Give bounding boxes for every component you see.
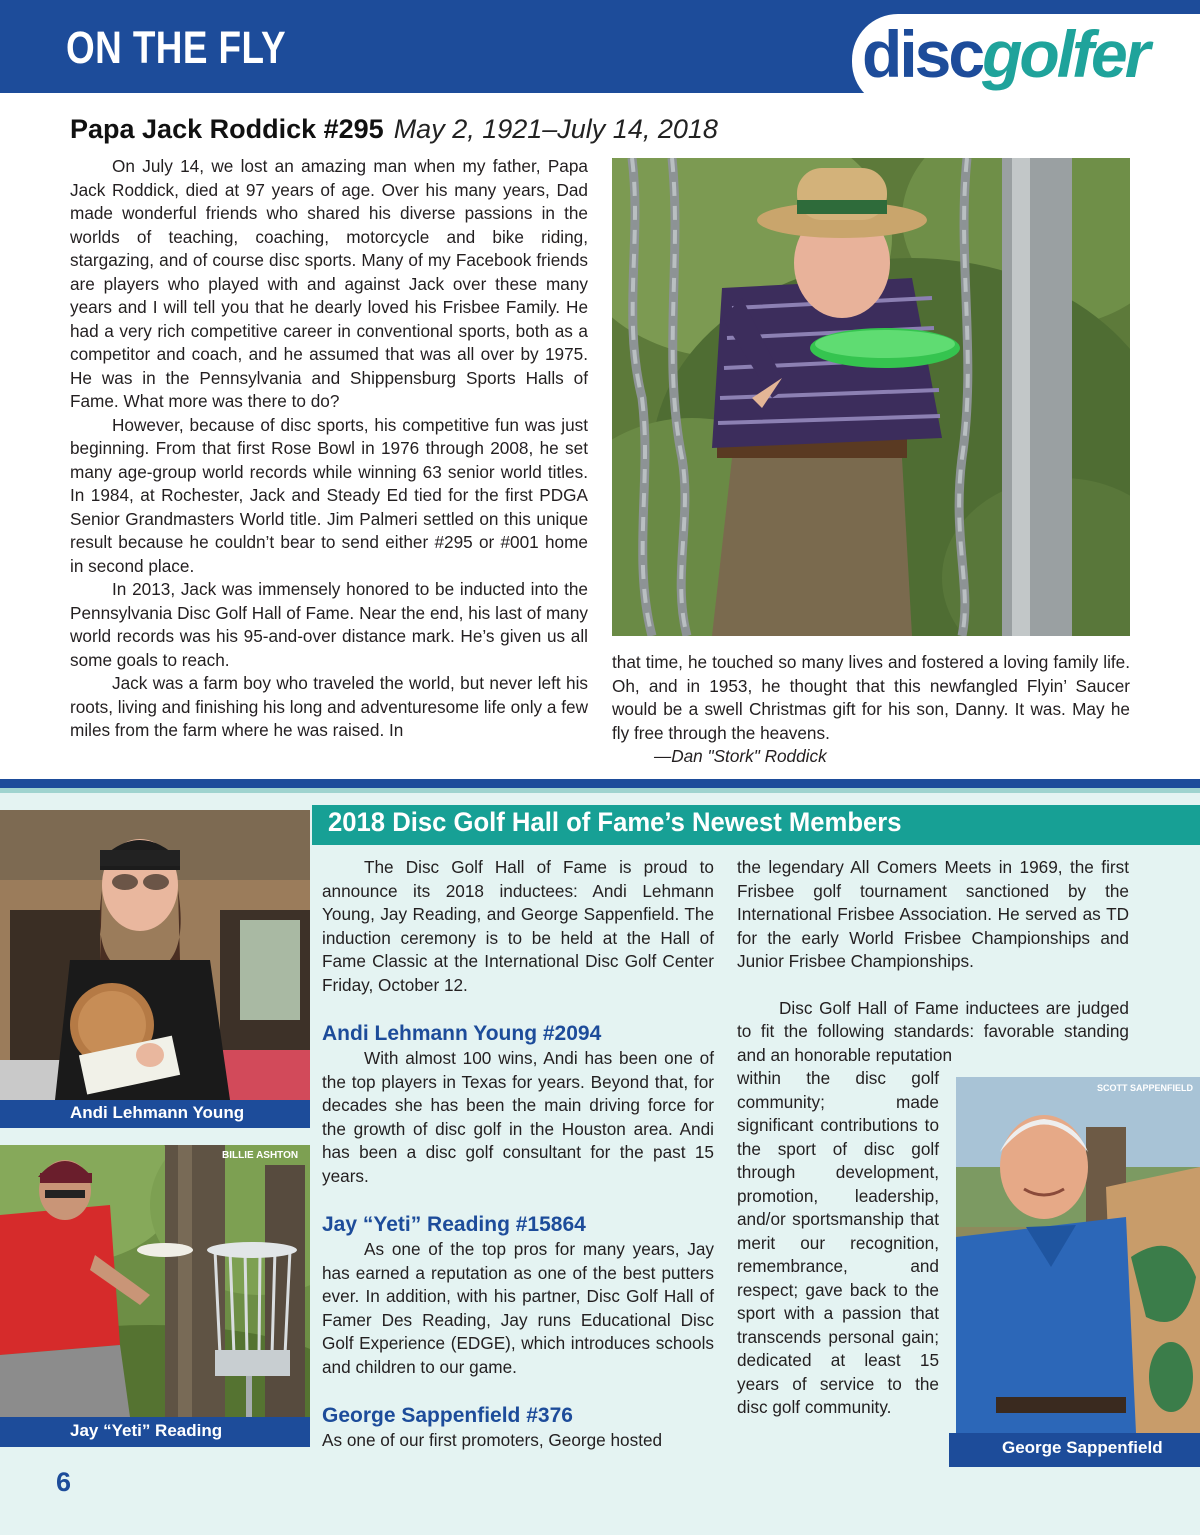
subhead-jay: Jay “Yeti” Reading #15864 — [322, 1213, 586, 1236]
text-george-continued: the legendary All Comers Meets in 1969, the first Frisbee golf tournament sanctioned by the International Frisbee Association. He served as TD for the early World Frisbee Championships and Junior Frisbee Championships. — [737, 857, 1129, 971]
article-dates: May 2, 1921–July 14, 2018 — [393, 114, 718, 144]
photo-credit-george: SCOTT SAPPENFIELD — [1097, 1083, 1194, 1093]
article-column-1 — [70, 155, 588, 743]
text-standards: Disc Golf Hall of Fame inductees are judged to fit the following standards: favorable standing and an honorable reputation — [737, 997, 1129, 1065]
article-column-2 — [612, 651, 1130, 769]
hof-title: 2018 Disc Golf Hall of Fame’s Newest Members — [328, 807, 902, 837]
article-paragraph: On July 14, we lost an amazing man when my father, Papa Jack Roddick, died at 97 years of age. Over his many years, Dad made wonderful friends who shared his diverse passions in the worlds of teaching, coaching, motorcycle and bike riding, stargazing, and of course disc sports. Many of my Facebook friends are players who played with and against Jack over these many years and I will tell you that he dearly loved his Frisbee Family. He had a very rich competitive career in conventional sports, both as a competitor and coach, and he assumed that was all over by 1975. He was in the Pennsylvania and Shippensburg Sports Halls of Fame. What more was there to do? — [70, 156, 588, 411]
article-paragraph: that time, he touched so many lives and fostered a loving family life. Oh, and in 1953, he thought that this newfangled Flyin’ Saucer would be a swell Christmas gift for his son, Danny. It was. May he fly free through the heavens. — [612, 652, 1130, 743]
section-divider — [0, 779, 1200, 788]
article-paragraph: In 2013, Jack was immensely honored to be inducted into the Pennsylvania Disc Golf Hall of Fame. Near the end, his last of many world records was his 95-and-over distance mark. He’s given us all some goals to reach. — [70, 579, 588, 670]
hof-column-1 — [322, 856, 714, 1453]
article-paragraph: However, because of disc sports, his competitive fun was just beginning. From that first Rose Bowl in 1976 through 2008, he set many age-group world records while winning 63 senior world titles. In 1984, at Rochester, Jack and Steady Ed tied for the first PDGA Senior Grandmasters World title. Jim Palmeri settled on this unique result because he couldn’t bear to send either #295 or #001 home in second place. — [70, 414, 588, 576]
article-byline: —Dan "Stork" Roddick — [654, 746, 827, 766]
page-number: 6 — [56, 1467, 72, 1497]
andi-lehmann-young-photo — [0, 810, 310, 1100]
spacer — [737, 974, 1129, 997]
spacer — [322, 997, 714, 1021]
george-sappenfield-photo — [956, 1077, 1200, 1433]
subhead-george: George Sappenfield #376 — [322, 1404, 573, 1427]
subhead-andi: Andi Lehmann Young #2094 — [322, 1022, 602, 1045]
discgolfer-logo — [862, 16, 1147, 92]
text-standards-continued: within the disc golf community; made significant contributions to the sport of disc golf through development, promotion, leadership, and/or sportsmanship that merit our recognition, remembrance, and respect; gave back to the sport with a passion that transcends personal gain; dedicated at least 15 years of service to the disc golf community. — [737, 1068, 939, 1417]
photo-credit-jay: BILLIE ASHTON — [222, 1150, 299, 1161]
spacer — [322, 1188, 714, 1212]
text-george: As one of our first promoters, George hosted — [322, 1430, 663, 1450]
spacer — [322, 1379, 714, 1403]
logo-text-disc: disc — [862, 17, 983, 91]
text-andi: With almost 100 wins, Andi has been one of the top players in Texas for years. Beyond that, for decades she has been the main driving force for the growth of disc golf in the Houston area. Andi has been a disc golf consultant for the past 15 years. — [322, 1048, 714, 1186]
jay-reading-photo — [0, 1145, 310, 1417]
caption-andi: Andi Lehmann Young — [70, 1103, 245, 1122]
logo-text-golfer: golfer — [982, 17, 1148, 91]
text-jay: As one of the top pros for many years, Jay has earned a reputation as one of the best putters ever. In addition, with his partner, Disc Golf Hall of Famer Des Reading, Jay runs Educational Disc Golf Experience (EDGE), which introduces schools and children to our game. — [322, 1239, 714, 1377]
caption-jay: Jay “Yeti” Reading — [70, 1421, 223, 1440]
caption-george: George Sappenfield — [1002, 1438, 1163, 1457]
article-paragraph: Jack was a farm boy who traveled the world, but never left his roots, living and finishing his long and adventuresome life only a few miles from the farm where he was raised. In — [70, 673, 588, 740]
jack-roddick-photo — [612, 158, 1130, 636]
section-title: ON THE FLY — [66, 22, 287, 73]
article-title-name: Papa Jack Roddick #295 — [70, 114, 384, 144]
hof-intro: The Disc Golf Hall of Fame is proud to announce its 2018 inductees: Andi Lehmann Young, Jay Reading, and George Sappenfield. The induction ceremony is to be held at the Hall of Fame Classic at the International Disc Golf Center Friday, October 12. — [322, 857, 714, 995]
article-title — [70, 114, 718, 145]
